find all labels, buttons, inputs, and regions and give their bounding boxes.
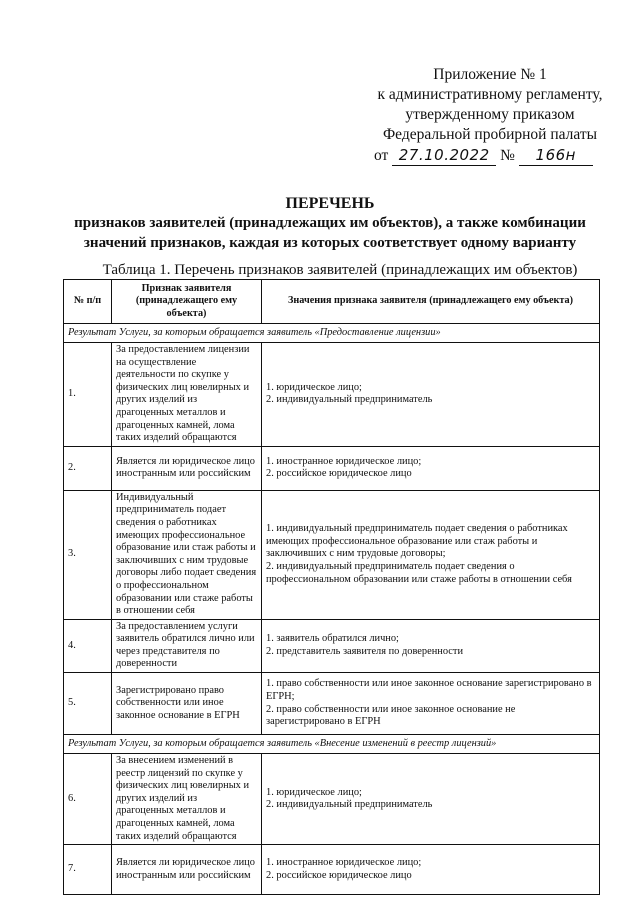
value-option: 2. российское юридическое лицо [266, 468, 412, 480]
section-row [64, 735, 600, 754]
row-number: 2. [64, 446, 112, 490]
row-sign: За внесением изменений в реестр лицензий по скупке у физических лиц ювелирных и других изделий из драгоценных металлов и драгоценных камней, лома таких изделий обращаются [112, 754, 262, 845]
section-row [64, 324, 600, 343]
value-option: 1. юридическое лицо; [266, 381, 362, 393]
table-header-row [64, 280, 600, 324]
value-option: 2. индивидуальный предприниматель [266, 394, 433, 406]
row-values [262, 343, 600, 447]
order-from-label: от [374, 147, 389, 164]
value-option: 2. индивидуальный предприниматель [266, 799, 433, 811]
row-sign: За предоставлением услуги заявитель обратился лично или через представителя по доверенности [112, 619, 262, 672]
row-sign: Является ли юридическое лицо иностранным или российским [112, 845, 262, 895]
table-row [64, 845, 600, 895]
order-details [360, 145, 620, 166]
row-values [262, 845, 600, 895]
table-row [64, 619, 600, 672]
order-date: 27.10.2022 [392, 145, 496, 166]
order-number: 166н [519, 145, 593, 166]
row-values [262, 490, 600, 619]
row-sign: Является ли юридическое лицо иностранным или российским [112, 446, 262, 490]
section-title: Результат Услуги, за которым обращается заявитель «Внесение изменений в реестр лицензий» [64, 735, 600, 754]
order-number-label: № [500, 147, 515, 164]
row-number: 6. [64, 754, 112, 845]
header-values: Значения признака заявителя (принадлежащего ему объекта) [262, 280, 600, 324]
value-option: 1. юридическое лицо; [266, 786, 362, 798]
appendix-ref: к административному регламенту, [377, 86, 603, 103]
row-number: 1. [64, 343, 112, 447]
row-number: 7. [64, 845, 112, 895]
row-values [262, 673, 600, 735]
row-number: 5. [64, 673, 112, 735]
value-option: 2. российское юридическое лицо [266, 869, 412, 881]
appendix-number: Приложение № 1 [433, 66, 547, 83]
value-option: 1. индивидуальный предприниматель подает сведения о работниках имеющих профессиональное образование или стаж работы и заключивших с ним трудовые договоры; [266, 523, 568, 560]
signs-table [63, 279, 600, 895]
table-row [64, 343, 600, 447]
value-option: 1. иностранное юридическое лицо; [266, 455, 422, 467]
row-number: 4. [64, 619, 112, 672]
table-caption: Таблица 1. Перечень признаков заявителей (принадлежащих им объектов) [102, 262, 578, 278]
document-title: ПЕРЕЧЕНЬ [285, 195, 375, 212]
row-values [262, 754, 600, 845]
value-option: 2. представитель заявителя по доверенности [266, 645, 464, 657]
section-title: Результат Услуги, за которым обращается заявитель «Предоставление лицензии» [64, 324, 600, 343]
appendix-authority: Федеральной пробирной палаты [382, 126, 598, 143]
row-values [262, 619, 600, 672]
row-sign: Зарегистрировано право собственности или иное законное основание в ЕГРН [112, 673, 262, 735]
subtitle-line-1: признаков заявителей (принадлежащих им объектов), а также комбинации [74, 215, 586, 231]
row-sign: За предоставлением лицензии на осуществление деятельности по скупке у физических лиц ювелирных и других изделий из драгоценных металлов и драгоценных камней, лома таких изделий обращаются [112, 343, 262, 447]
appendix-header [360, 65, 620, 166]
row-sign: Индивидуальный предприниматель подает сведения о работниках имеющих профессиональное образование или стаж работы и заключивших с ним трудовые договоры либо подает сведения о профессиональном образовании или стаже работы в отношении себя [112, 490, 262, 619]
table-row [64, 446, 600, 490]
row-values [262, 446, 600, 490]
appendix-approved: утвержденному приказом [405, 106, 575, 123]
value-option: 2. индивидуальный предприниматель подает сведения о профессиональном образовании или стаже работы в отношении себя [266, 561, 572, 585]
table-row [64, 490, 600, 619]
header-sign: Признак заявителя (принадлежащего ему объекта) [112, 280, 262, 324]
value-option: 1. иностранное юридическое лицо; [266, 857, 422, 869]
table-row [64, 673, 600, 735]
value-option: 2. право собственности или иное законное основание не зарегистрировано в ЕГРН [266, 703, 516, 728]
header-num: № п/п [64, 280, 112, 324]
value-option: 1. право собственности или иное законное основание зарегистрировано в ЕГРН; [266, 678, 592, 702]
value-option: 1. заявитель обратился лично; [266, 633, 399, 645]
table-row [64, 754, 600, 845]
row-number: 3. [64, 490, 112, 619]
subtitle-line-2: значений признаков, каждая из которых соответствует одному варианту [83, 235, 577, 251]
document-subtitle [40, 213, 620, 253]
